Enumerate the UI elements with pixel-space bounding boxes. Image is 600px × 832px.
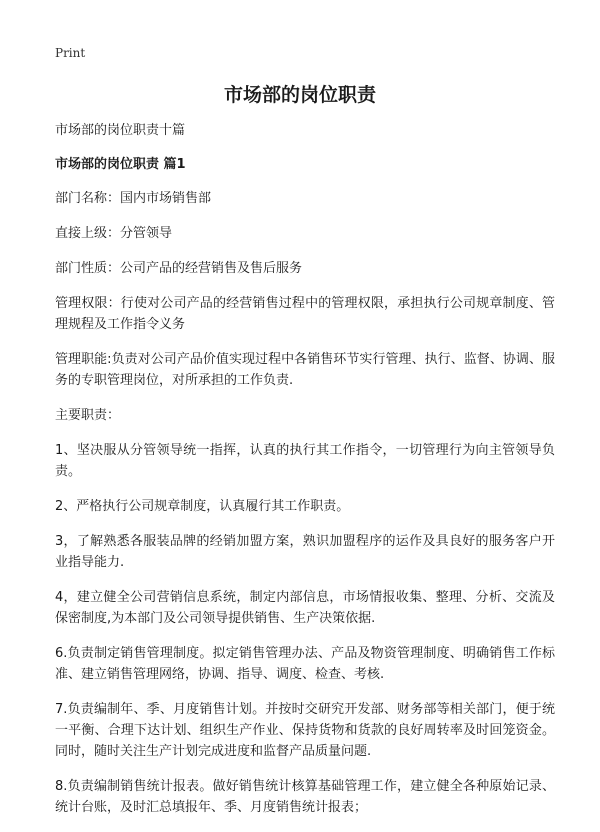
document-title: 市场部的岗位职责 — [223, 84, 376, 106]
section-heading: 市场部的岗位职责 篇1 — [55, 157, 186, 172]
paragraph-department-nature: 部门性质：公司产品的经营销售及售后服务 — [55, 261, 303, 276]
print-label: Print — [55, 46, 86, 60]
document-body — [55, 120, 555, 832]
paragraph-duty-6: 6.负责制定销售管理制度。拟定销售管理办法、产品及物资管理制度、明确销售工作标准、建立销售管理网络，协调、指导、调度、检查、考核. — [55, 646, 555, 682]
paragraph-duty-8: 8.负责编制销售统计报表。做好销售统计核算基础管理工作，建立健全各种原始记录、统计台账，及时汇总填报年、季、月度销售统计报表； — [55, 779, 555, 815]
paragraph-department-name: 部门名称：国内市场销售部 — [55, 191, 212, 206]
paragraph-management-function: 管理职能:负责对公司产品价值实现过程中各销售环节实行管理、执行、监督、协调、服务的专职管理岗位，对所承担的工作负责. — [55, 352, 555, 388]
paragraph-duty-2: 2、严格执行公司规章制度，认真履行其工作职责。 — [55, 499, 350, 514]
document-subtitle: 市场部的岗位职责十篇 — [55, 123, 186, 138]
paragraph-management-authority: 管理权限：行使对公司产品的经营销售过程中的管理权限，承担执行公司规章制度、管理规程及工作指令义务 — [55, 296, 555, 332]
paragraph-main-duties-heading: 主要职责： — [55, 408, 121, 423]
paragraph-duty-3: 3，了解熟悉各服装品牌的经销加盟方案，熟识加盟程序的运作及具良好的服务客户开业指导能力. — [55, 534, 555, 570]
paragraph-duty-4: 4，建立健全公司营销信息系统，制定内部信息，市场情报收集、整理、分析、交流及保密制度,为本部门及公司领导提供销售、生产决策依据. — [55, 590, 555, 626]
paragraph-duty-1: 1、坚决服从分管领导统一指挥，认真的执行其工作指令，一切管理行为向主管领导负责。 — [55, 443, 555, 479]
paragraph-duty-7: 7.负责编制年、季、月度销售计划。并按时交研究开发部、财务部等相关部门，便于统一平衡、合理下达计划、组织生产作业、保持货物和货款的良好周转率及时回笼资金。同时，随时关注生产计划完成进度和监督产品质量问题. — [55, 702, 555, 759]
paragraph-direct-superior: 直接上级：分管领导 — [55, 226, 173, 241]
